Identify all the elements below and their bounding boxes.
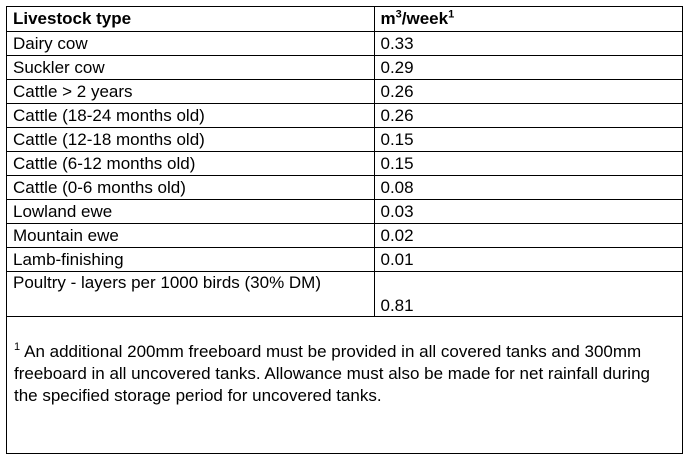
livestock-storage-table <box>7 7 682 317</box>
row-livestock-type: Dairy cow <box>7 32 374 56</box>
table-row <box>7 152 682 176</box>
table-row <box>7 200 682 224</box>
table-row <box>7 248 682 272</box>
header-footnote-marker: 1 <box>448 8 455 21</box>
table-footnote <box>7 317 682 407</box>
row-livestock-type: Lamb-finishing <box>7 248 374 272</box>
row-volume-value: 0.29 <box>374 56 682 80</box>
row-volume-value: 0.02 <box>374 224 682 248</box>
row-volume-value: 0.26 <box>374 104 682 128</box>
row-livestock-type: Cattle (6-12 months old) <box>7 152 374 176</box>
row-livestock-type: Cattle > 2 years <box>7 80 374 104</box>
row-volume-value: 0.26 <box>374 80 682 104</box>
table-row <box>7 272 682 317</box>
table-row <box>7 176 682 200</box>
row-livestock-type: Poultry - layers per 1000 birds (30% DM) <box>7 272 374 317</box>
livestock-storage-table-container <box>6 6 683 454</box>
row-livestock-type: Cattle (18-24 months old) <box>7 104 374 128</box>
table-row <box>7 56 682 80</box>
header-unit-rest: /week <box>401 9 449 28</box>
header-unit-exponent: 3 <box>395 8 402 21</box>
row-volume-value: 0.81 <box>374 272 682 317</box>
table-row <box>7 128 682 152</box>
header-livestock-type: Livestock type <box>7 7 374 32</box>
table-row <box>7 104 682 128</box>
row-volume-value: 0.15 <box>374 128 682 152</box>
row-livestock-type: Cattle (0-6 months old) <box>7 176 374 200</box>
row-volume-value: 0.33 <box>374 32 682 56</box>
footnote-text: An additional 200mm freeboard must be provided in all covered tanks and 300mm freeboard in all uncovered tanks. Allowance must also be made for net rainfall during the specified storage period for uncovered tanks. <box>14 342 650 405</box>
row-volume-value: 0.15 <box>374 152 682 176</box>
row-livestock-type: Lowland ewe <box>7 200 374 224</box>
table-row <box>7 32 682 56</box>
header-unit-base: m <box>380 9 396 28</box>
table-row <box>7 224 682 248</box>
footnote-marker: 1 <box>14 341 21 354</box>
table-row <box>7 80 682 104</box>
row-volume-value: 0.08 <box>374 176 682 200</box>
row-volume-value: 0.03 <box>374 200 682 224</box>
header-volume-unit <box>374 7 682 32</box>
row-livestock-type: Cattle (12-18 months old) <box>7 128 374 152</box>
row-livestock-type: Mountain ewe <box>7 224 374 248</box>
table-header-row <box>7 7 682 32</box>
row-livestock-type: Suckler cow <box>7 56 374 80</box>
row-volume-value: 0.01 <box>374 248 682 272</box>
